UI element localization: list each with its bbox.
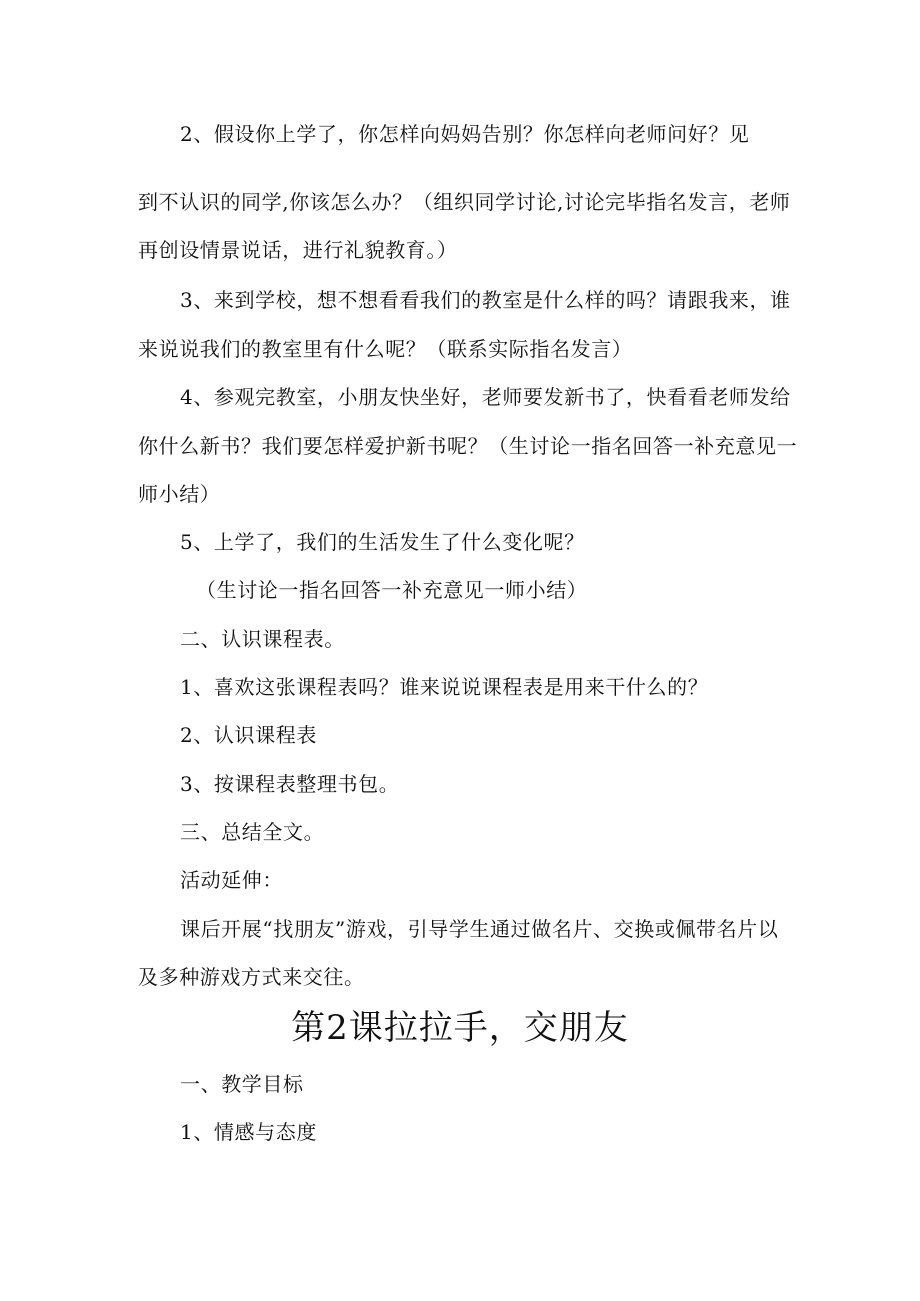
section-heading: 三、总结全文。 (180, 820, 325, 844)
text-line: （生讨论一指名回答一补充意见一师小结） (196, 578, 588, 602)
text-line: 到不认识的同学,你该怎么办？（组织同学讨论,讨论完毕指名发言，老师 (138, 190, 791, 214)
text-line: 5、上学了，我们的生活发生了什么变化呢？ (180, 530, 585, 554)
text-line: 1、喜欢这张课程表吗？谁来说说课程表是用来干什么的？ (180, 675, 709, 699)
text-line: 课后开展“找朋友”游戏，引导学生通过做名片、交换或佩带名片以 (180, 917, 779, 941)
text-line: 你什么新书？我们要怎样爱护新书呢？（生讨论一指名回答一补充意见一 (138, 434, 798, 458)
text-line: 1、情感与态度 (180, 1120, 317, 1144)
text-line: 4、参观完教室，小朋友快坐好，老师要发新书了，快看看老师发给 (180, 385, 791, 409)
text-line: 活动延伸： (180, 868, 283, 892)
text-line: 师小结） (138, 482, 221, 506)
section-heading: 二、认识课程表。 (180, 627, 345, 651)
text-line: 3、来到学校，想不想看看我们的教室是什么样的吗？请跟我来，谁 (180, 288, 791, 312)
text-line: 及多种游戏方式来交往。 (138, 965, 365, 989)
text-line: 3、按课程表整理书包。 (180, 772, 400, 796)
text-line: 来说说我们的教室里有什么呢？（联系实际指名发言） (138, 337, 633, 361)
text-line: 2、假设你上学了，你怎样向妈妈告别？你怎样向老师问好？见 (180, 122, 750, 146)
text-line: 2、认识课程表 (180, 723, 317, 747)
section-heading: 一、教学目标 (180, 1072, 304, 1096)
text-line: 再创设情景说话，进行礼貌教育。） (138, 238, 458, 262)
lesson-title: 第2课拉拉手，交朋友 (291, 1008, 629, 1048)
